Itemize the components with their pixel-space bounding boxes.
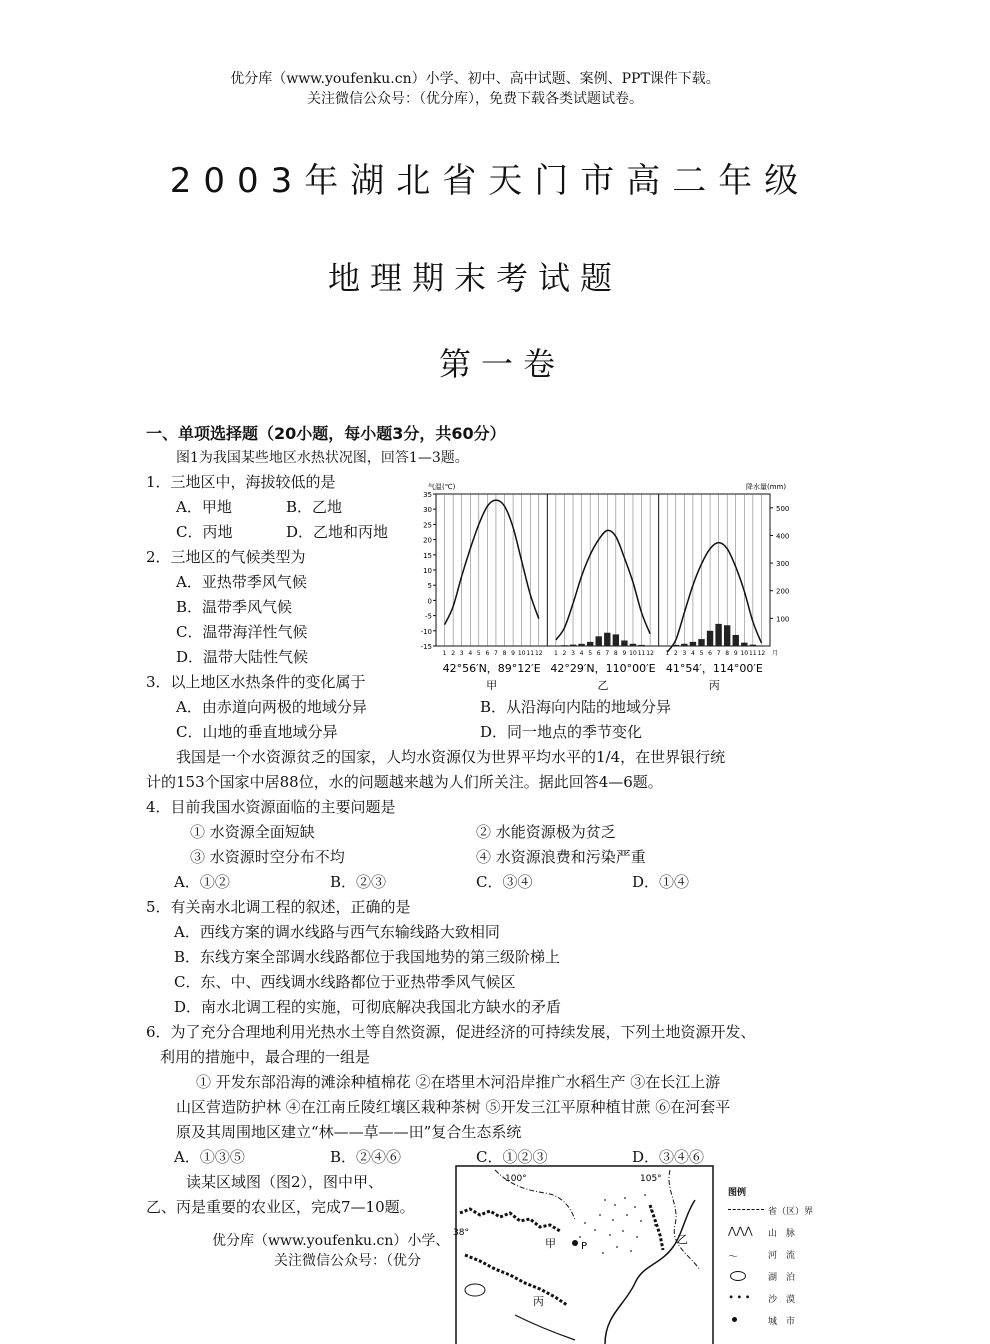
temperature-line-甲 bbox=[445, 500, 539, 625]
q6-stem-1: 6．为了充分合理地利用光热水土等自然资源，促进经济的可持续发展，下列土地资源开发、 bbox=[146, 1023, 756, 1041]
boundary-symbol-icon bbox=[728, 1209, 764, 1210]
month-tick-label: 6 bbox=[596, 650, 601, 657]
intro-text: 图1为我国某些地区水热状况图，回答1—3题。 bbox=[176, 450, 469, 466]
region-map bbox=[455, 1165, 715, 1344]
q3-option-c: C．山地的垂直地域分异 bbox=[176, 723, 338, 741]
map-frame bbox=[456, 1166, 713, 1344]
q4-option-b: B．②③ bbox=[330, 873, 387, 891]
left-tick-label: 20 bbox=[423, 536, 432, 545]
precip-bar bbox=[750, 645, 756, 646]
q2-option-a: A．亚热带季风气候 bbox=[176, 573, 307, 591]
precip-bar bbox=[587, 642, 593, 646]
q6-option-a: A．①③⑤ bbox=[174, 1148, 245, 1166]
month-tick-label: 5 bbox=[476, 650, 481, 657]
left-tick-label: 0 bbox=[427, 597, 432, 606]
legend-item-mountain: ⋀⋀⋀ 山 脉 bbox=[728, 1226, 796, 1239]
left-tick-label: -5 bbox=[425, 612, 432, 621]
q2-option-c: C．温带海洋性气候 bbox=[176, 623, 308, 641]
precip-bar bbox=[681, 644, 687, 646]
month-tick-label: 3 bbox=[682, 650, 687, 657]
lon-label-2: 105° bbox=[640, 1174, 662, 1184]
right-tick-label: 200 bbox=[776, 587, 790, 596]
q5-option-b: B．东线方案全部调水线路都位于我国地势的第三级阶梯上 bbox=[174, 948, 561, 966]
city-p bbox=[572, 1240, 578, 1246]
q1-option-c: C．丙地 bbox=[176, 523, 233, 541]
month-tick-label: 7 bbox=[716, 650, 721, 657]
lat-label: 38° bbox=[453, 1228, 469, 1238]
month-tick-label: 10 bbox=[740, 650, 749, 657]
q5-option-a: A．西线方案的调水线路与西气东输线路大致相同 bbox=[174, 923, 500, 941]
month-tick-label: 3 bbox=[571, 650, 575, 657]
q4-stem: 4．目前我国水资源面临的主要问题是 bbox=[146, 798, 396, 816]
month-tick-label: 1 bbox=[665, 650, 670, 657]
q2-option-b: B．温带季风气候 bbox=[176, 598, 293, 616]
month-tick-label: 8 bbox=[725, 650, 730, 657]
q1-option-a: A．甲地 bbox=[176, 498, 232, 516]
q4-item-1: ① 水资源全面短缺 bbox=[190, 823, 315, 841]
precip-bar bbox=[733, 635, 739, 646]
month-tick-label: 6 bbox=[485, 650, 490, 657]
left-tick-label: 5 bbox=[427, 582, 432, 591]
left-tick-label: 15 bbox=[423, 551, 432, 560]
precip-bar bbox=[707, 631, 713, 646]
right-tick-label: 100 bbox=[776, 615, 790, 624]
q6-option-d: D．③④⑥ bbox=[632, 1148, 705, 1166]
volume-title: 第一卷 bbox=[438, 345, 565, 383]
location-label: 42°56′N，89°12′E bbox=[442, 662, 541, 675]
ylabel-left: 气温(℃) bbox=[428, 483, 456, 491]
precip-bar bbox=[715, 624, 721, 646]
precip-bar bbox=[741, 643, 747, 646]
ylabel-right: 降水量(mm) bbox=[746, 483, 787, 491]
climate-chart bbox=[408, 478, 792, 698]
q4-item-4: ④ 水资源浪费和污染严重 bbox=[476, 848, 646, 866]
q6-line-3: 原及其周围地区建立“林——草——田”复合生态系统 bbox=[176, 1123, 522, 1141]
month-tick-label: 3 bbox=[459, 650, 464, 657]
city-symbol-icon bbox=[732, 1317, 737, 1322]
map-label-yi: 乙 bbox=[677, 1233, 688, 1246]
month-tick-label: 2 bbox=[451, 650, 456, 657]
q6-line-1: ① 开发东部沿海的滩涂种植棉花 ②在塔里木河沿岸推广水稻生产 ③在长江上游 bbox=[196, 1073, 721, 1091]
header-line-1: 优分库（www.youfenku.cn）小学、初中、高中试题、案例、PPT课件下载。 bbox=[230, 71, 720, 87]
q7-intro-2: 乙、丙是重要的农业区，完成7—10题。 bbox=[146, 1198, 415, 1216]
month-tick-label: 8 bbox=[502, 650, 507, 657]
page-title: 2003年湖北省天门市高二年级 bbox=[169, 161, 811, 201]
series-name-label: 甲 bbox=[486, 679, 498, 692]
river-symbol-icon: ～ bbox=[728, 1252, 738, 1263]
month-tick-label: 6 bbox=[708, 650, 712, 657]
q1-option-d: D．乙地和丙地 bbox=[286, 523, 389, 541]
month-tick-label: 12 bbox=[534, 650, 543, 657]
footer-line-1: 优分库（www.youfenku.cn）小学、 bbox=[212, 1233, 450, 1249]
q7-intro-1: 读某区域图（图2），图中甲、 bbox=[186, 1173, 384, 1191]
lon-label-1: 100° bbox=[505, 1174, 527, 1184]
precip-bar bbox=[613, 634, 619, 646]
left-tick-label: 35 bbox=[423, 491, 432, 499]
month-tick-label: 8 bbox=[613, 650, 618, 657]
q3-option-b: B．从沿海向内陆的地域分异 bbox=[480, 698, 672, 716]
month-tick-label: 9 bbox=[511, 650, 515, 657]
q6-stem-2: 利用的措施中，最合理的一组是 bbox=[160, 1048, 371, 1066]
month-tick-label: 4 bbox=[691, 650, 695, 657]
legend-item-desert: ∙∙∙ 沙 漠 bbox=[728, 1292, 796, 1305]
left-tick-label: -15 bbox=[420, 643, 432, 651]
month-tick-label: 5 bbox=[588, 650, 593, 657]
map-label-jia: 甲 bbox=[545, 1237, 556, 1250]
legend-item-city: 城 市 bbox=[728, 1314, 828, 1336]
month-tick-label: 11 bbox=[526, 650, 535, 657]
left-tick-label: -10 bbox=[420, 627, 432, 636]
temperature-line-乙 bbox=[556, 530, 650, 640]
map-legend bbox=[728, 1185, 828, 1335]
left-tick-label: 10 bbox=[423, 567, 432, 575]
q5-option-d: D．南水北调工程的实施，可彻底解决我国北方缺水的矛盾 bbox=[174, 998, 562, 1016]
month-tick-label: 10 bbox=[517, 650, 526, 657]
precip-bar bbox=[638, 645, 644, 646]
month-tick-label: 1 bbox=[553, 650, 558, 657]
q4-option-c: C．③④ bbox=[476, 873, 533, 891]
passage-line-2: 计的153个国家中居88位，水的问题越来越为人们所关注。据此回答4—6题。 bbox=[146, 773, 663, 791]
passage-line-1: 我国是一个水资源贫乏的国家，人均水资源仅为世界平均水平的1/4，在世界银行统 bbox=[176, 748, 726, 766]
month-tick-label: 12 bbox=[757, 650, 766, 657]
month-tick-label: 1 bbox=[442, 650, 447, 657]
precip-bar bbox=[596, 636, 602, 646]
desert-symbol-icon: ∙∙∙ bbox=[728, 1292, 753, 1303]
q4-option-d: D．①④ bbox=[632, 873, 690, 891]
month-tick-label: 10 bbox=[629, 650, 637, 657]
month-tick-label: 2 bbox=[562, 650, 567, 657]
section-heading: 一、单项选择题（20小题，每小题3分，共60分） bbox=[146, 424, 506, 443]
q4-option-a: A．①② bbox=[174, 873, 230, 891]
precip-bar bbox=[698, 639, 704, 646]
q4-item-3: ③ 水资源时空分布不均 bbox=[190, 848, 345, 866]
legend-item-boundary: 省（区）界 bbox=[728, 1204, 828, 1226]
q6-option-b: B．②④⑥ bbox=[330, 1148, 402, 1166]
x-unit-label: 月 bbox=[772, 650, 779, 657]
precip-bar bbox=[561, 645, 567, 646]
header-line-2: 关注微信公众号：（优分库），免费下载各类试题试卷。 bbox=[307, 91, 643, 107]
q4-item-2: ② 水能资源极为贫乏 bbox=[476, 823, 616, 841]
plot-area bbox=[436, 494, 770, 646]
precip-bar bbox=[570, 645, 576, 646]
series-name-label: 丙 bbox=[708, 679, 720, 692]
month-tick-label: 12 bbox=[646, 650, 654, 657]
map-label-p: P bbox=[581, 1241, 588, 1252]
month-tick-label: 7 bbox=[605, 650, 610, 657]
q3-stem: 3．以上地区水热条件的变化属于 bbox=[146, 673, 366, 691]
legend-item-lake: 湖 泊 bbox=[728, 1270, 828, 1292]
map-label-bing: 丙 bbox=[533, 1295, 544, 1308]
location-label: 41°54′，114°00′E bbox=[665, 662, 763, 675]
location-label: 42°29′N，110°00′E bbox=[550, 662, 656, 675]
q1-option-b: B．乙地 bbox=[286, 498, 343, 516]
series-name-label: 乙 bbox=[597, 679, 609, 692]
left-tick-label: 25 bbox=[423, 521, 432, 530]
q2-stem: 2．三地区的气候类型为 bbox=[146, 548, 306, 566]
month-tick-label: 5 bbox=[699, 650, 704, 657]
month-tick-label: 9 bbox=[622, 650, 627, 657]
footer-line-2: 关注微信公众号：（优分 bbox=[274, 1253, 421, 1269]
q6-option-c: C．①②③ bbox=[476, 1148, 548, 1166]
month-tick-label: 9 bbox=[733, 650, 738, 657]
precip-bar bbox=[604, 633, 610, 646]
precip-bar bbox=[630, 644, 636, 646]
temperature-line-丙 bbox=[667, 543, 761, 652]
q1-stem: 1．三地区中，海拔较低的是 bbox=[146, 473, 336, 491]
right-tick-label: 300 bbox=[776, 560, 790, 569]
month-tick-label: 11 bbox=[637, 650, 646, 657]
right-tick-label: 500 bbox=[776, 504, 790, 513]
q6-line-2: 山区营造防护林 ④在江南丘陵红壤区栽种茶树 ⑤开发三江平原种植甘蔗 ⑥在河套平 bbox=[176, 1098, 731, 1116]
mountain-symbol-icon: ⋀⋀⋀ bbox=[728, 1226, 753, 1237]
precip-bar bbox=[621, 640, 627, 646]
q2-option-d: D．温带大陆性气候 bbox=[176, 648, 309, 666]
left-tick-label: 30 bbox=[423, 506, 432, 515]
month-tick-label: 7 bbox=[494, 650, 498, 657]
q3-option-a: A．由赤道向两极的地域分异 bbox=[176, 698, 367, 716]
page-subtitle: 地理期末考试题 bbox=[327, 259, 622, 297]
legend-title: 图例 bbox=[728, 1188, 747, 1198]
month-tick-label: 4 bbox=[579, 650, 584, 657]
month-tick-label: 2 bbox=[673, 650, 678, 657]
month-tick-label: 11 bbox=[749, 650, 757, 657]
right-tick-label: 400 bbox=[776, 532, 790, 541]
q3-option-d: D．同一地点的季节变化 bbox=[480, 723, 643, 741]
precip-bar bbox=[578, 644, 584, 646]
legend-item-river: ～ 河 流 bbox=[728, 1248, 828, 1270]
q5-option-c: C．东、中、西线调水线路都位于亚热带季风气候区 bbox=[174, 973, 516, 991]
precip-bar bbox=[724, 625, 730, 646]
precip-bar bbox=[690, 642, 696, 646]
month-tick-label: 4 bbox=[468, 650, 473, 657]
lake-symbol-icon bbox=[730, 1271, 746, 1281]
q5-stem: 5．有关南水北调工程的叙述，正确的是 bbox=[146, 898, 411, 916]
